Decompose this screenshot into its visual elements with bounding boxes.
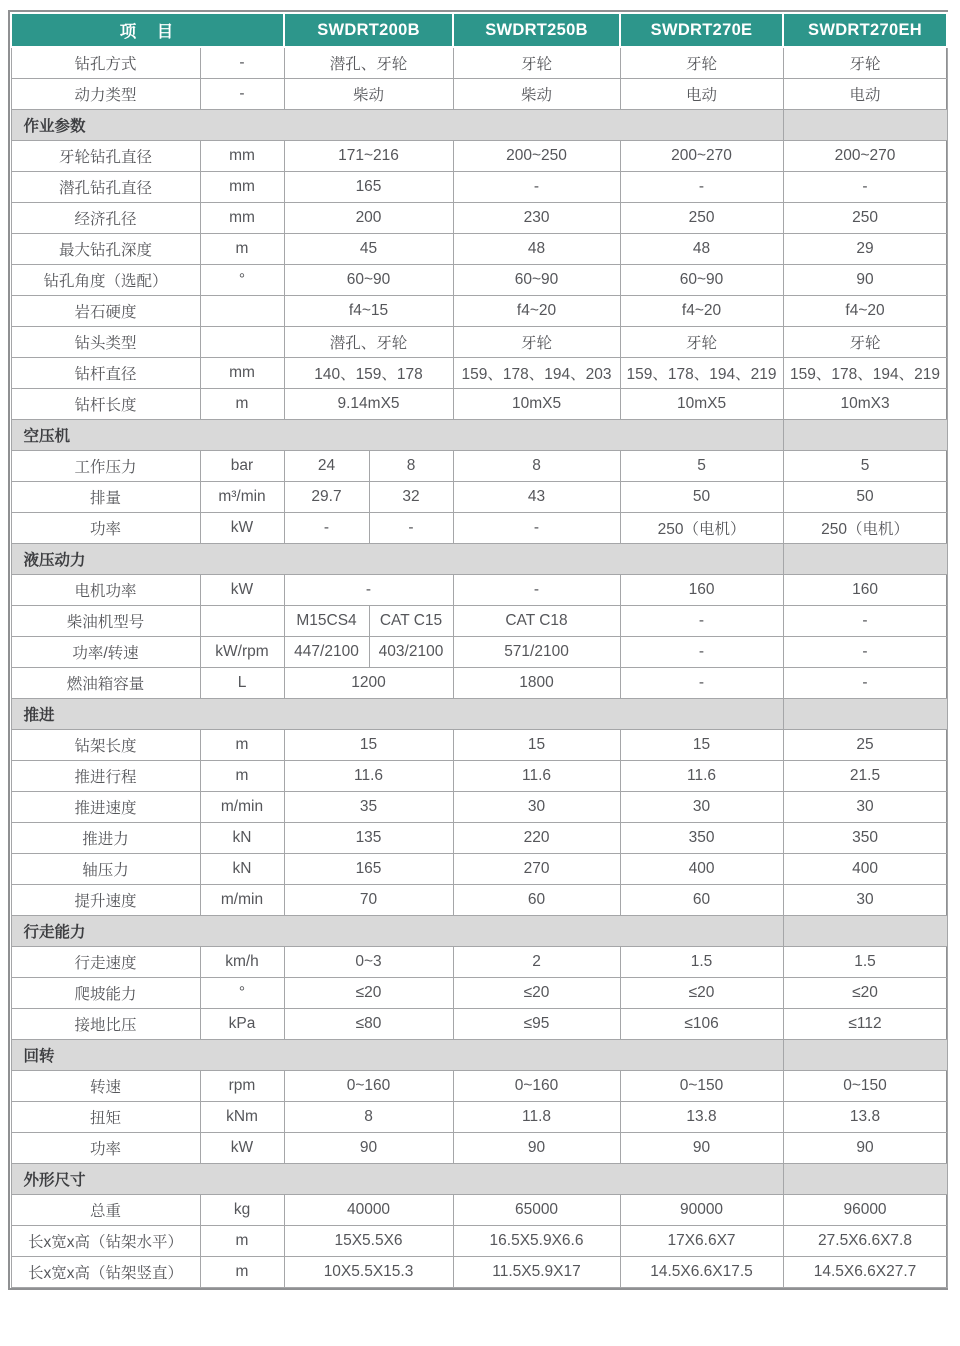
value-cell: ≤80: [284, 1009, 453, 1040]
section-row: [11, 1164, 947, 1195]
section-header-spacer: [783, 1164, 947, 1195]
table-row: [11, 606, 947, 637]
value-cell: 200~250: [453, 141, 620, 172]
section-header-spacer: [783, 544, 947, 575]
unit-cell: mm: [200, 141, 284, 172]
row-label: 牙轮钻孔直径: [11, 141, 200, 172]
value-cell: 11.6: [453, 761, 620, 792]
unit-cell: m³/min: [200, 482, 284, 513]
row-label: 钻杆直径: [11, 358, 200, 389]
table-row: [11, 1195, 947, 1226]
table-row: [11, 1226, 947, 1257]
value-cell: 159、178、194、219: [620, 358, 783, 389]
value-cell: 165: [284, 854, 453, 885]
value-cell: 90: [783, 1133, 947, 1164]
table-row: [11, 358, 947, 389]
row-label: 扭矩: [11, 1102, 200, 1133]
section-row: [11, 699, 947, 730]
value-cell: 牙轮: [453, 327, 620, 358]
unit-cell: m: [200, 1257, 284, 1288]
row-label: 推进行程: [11, 761, 200, 792]
value-cell: 250（电机）: [783, 513, 947, 544]
unit-cell: kW: [200, 575, 284, 606]
row-label: 经济孔径: [11, 203, 200, 234]
value-cell: 15: [284, 730, 453, 761]
unit-cell: m: [200, 1226, 284, 1257]
unit-cell: m/min: [200, 792, 284, 823]
value-cell: 0~160: [453, 1071, 620, 1102]
value-cell: -: [783, 606, 947, 637]
spec-table: [10, 12, 948, 1288]
section-header-spacer: [783, 916, 947, 947]
value-cell: 14.5X6.6X27.7: [783, 1257, 947, 1288]
unit-cell: °: [200, 265, 284, 296]
value-cell: 60: [453, 885, 620, 916]
value-cell: 571/2100: [453, 637, 620, 668]
value-cell: 16.5X5.9X6.6: [453, 1226, 620, 1257]
value-cell: 447/2100: [284, 637, 369, 668]
table-row: [11, 172, 947, 203]
unit-cell: kW: [200, 1133, 284, 1164]
value-cell: 30: [783, 792, 947, 823]
value-cell: 11.6: [620, 761, 783, 792]
value-cell: f4~15: [284, 296, 453, 327]
row-label: 岩石硬度: [11, 296, 200, 327]
unit-cell: rpm: [200, 1071, 284, 1102]
section-header: 行走能力: [11, 916, 783, 947]
section-header: 作业参数: [11, 110, 783, 141]
table-row: [11, 978, 947, 1009]
row-label: 功率/转速: [11, 637, 200, 668]
value-cell: 200: [284, 203, 453, 234]
value-cell: 165: [284, 172, 453, 203]
row-label: 钻杆长度: [11, 389, 200, 420]
value-cell: 10X5.5X15.3: [284, 1257, 453, 1288]
value-cell: 403/2100: [369, 637, 453, 668]
row-label: 转速: [11, 1071, 200, 1102]
value-cell: 48: [620, 234, 783, 265]
value-cell: 5: [620, 451, 783, 482]
value-cell: f4~20: [620, 296, 783, 327]
value-cell: -: [453, 575, 620, 606]
value-cell: ≤95: [453, 1009, 620, 1040]
unit-cell: kN: [200, 823, 284, 854]
value-cell: 200~270: [783, 141, 947, 172]
value-cell: 43: [453, 482, 620, 513]
row-label: 钻头类型: [11, 327, 200, 358]
unit-cell: m: [200, 389, 284, 420]
value-cell: -: [453, 513, 620, 544]
value-cell: 220: [453, 823, 620, 854]
value-cell: 15: [453, 730, 620, 761]
value-cell: 40000: [284, 1195, 453, 1226]
spec-table-frame: [8, 10, 948, 1290]
value-cell: 1.5: [783, 947, 947, 978]
value-cell: 30: [453, 792, 620, 823]
value-cell: -: [284, 575, 453, 606]
value-cell: 135: [284, 823, 453, 854]
value-cell: 13.8: [620, 1102, 783, 1133]
value-cell: 400: [783, 854, 947, 885]
table-row: [11, 730, 947, 761]
table-row: [11, 947, 947, 978]
unit-cell: m: [200, 761, 284, 792]
value-cell: 96000: [783, 1195, 947, 1226]
section-header: 推进: [11, 699, 783, 730]
value-cell: 柴动: [453, 79, 620, 110]
section-header-spacer: [783, 699, 947, 730]
unit-cell: -: [200, 47, 284, 79]
value-cell: 140、159、178: [284, 358, 453, 389]
table-row: [11, 79, 947, 110]
value-cell: CAT C18: [453, 606, 620, 637]
table-row: [11, 1009, 947, 1040]
table-row: [11, 575, 947, 606]
value-cell: -: [783, 172, 947, 203]
unit-cell: kW: [200, 513, 284, 544]
value-cell: 15X5.5X6: [284, 1226, 453, 1257]
header-row: [11, 13, 947, 47]
value-cell: ≤20: [783, 978, 947, 1009]
value-cell: 电动: [783, 79, 947, 110]
value-cell: -: [620, 668, 783, 699]
value-cell: 60~90: [284, 265, 453, 296]
value-cell: 牙轮: [783, 327, 947, 358]
row-label: 提升速度: [11, 885, 200, 916]
model-column-header-swdrt200b: SWDRT200B: [284, 13, 453, 47]
row-label: 柴油机型号: [11, 606, 200, 637]
value-cell: 30: [783, 885, 947, 916]
table-row: [11, 451, 947, 482]
value-cell: 25: [783, 730, 947, 761]
value-cell: ≤20: [620, 978, 783, 1009]
table-row: [11, 854, 947, 885]
value-cell: 35: [284, 792, 453, 823]
unit-cell: [200, 327, 284, 358]
value-cell: 90000: [620, 1195, 783, 1226]
value-cell: 1200: [284, 668, 453, 699]
value-cell: 17X6.6X7: [620, 1226, 783, 1257]
unit-cell: °: [200, 978, 284, 1009]
value-cell: ≤20: [453, 978, 620, 1009]
value-cell: 0~150: [620, 1071, 783, 1102]
value-cell: 0~160: [284, 1071, 453, 1102]
unit-cell: [200, 296, 284, 327]
value-cell: 电动: [620, 79, 783, 110]
section-header-spacer: [783, 110, 947, 141]
table-row: [11, 482, 947, 513]
value-cell: 1.5: [620, 947, 783, 978]
unit-cell: kPa: [200, 1009, 284, 1040]
section-header: 空压机: [11, 420, 783, 451]
unit-cell: mm: [200, 203, 284, 234]
table-row: [11, 792, 947, 823]
value-cell: 8: [284, 1102, 453, 1133]
value-cell: 1800: [453, 668, 620, 699]
value-cell: 牙轮: [620, 327, 783, 358]
value-cell: 45: [284, 234, 453, 265]
row-label: 推进速度: [11, 792, 200, 823]
model-column-header-swdrt250b: SWDRT250B: [453, 13, 620, 47]
unit-cell: kg: [200, 1195, 284, 1226]
value-cell: 29: [783, 234, 947, 265]
value-cell: M15CS4: [284, 606, 369, 637]
unit-cell: m: [200, 234, 284, 265]
spec-table-body: [11, 13, 947, 1288]
section-row: [11, 1040, 947, 1071]
value-cell: -: [620, 637, 783, 668]
section-row: [11, 110, 947, 141]
value-cell: -: [369, 513, 453, 544]
row-label: 工作压力: [11, 451, 200, 482]
value-cell: -: [453, 172, 620, 203]
value-cell: 159、178、194、203: [453, 358, 620, 389]
value-cell: 70: [284, 885, 453, 916]
value-cell: 14.5X6.6X17.5: [620, 1257, 783, 1288]
row-label: 长x宽x高（钻架竖直）: [11, 1257, 200, 1288]
value-cell: 160: [620, 575, 783, 606]
value-cell: 牙轮: [453, 47, 620, 79]
table-row: [11, 1257, 947, 1288]
section-header: 液压动力: [11, 544, 783, 575]
table-row: [11, 761, 947, 792]
table-row: [11, 885, 947, 916]
unit-cell: L: [200, 668, 284, 699]
value-cell: 90: [284, 1133, 453, 1164]
value-cell: 50: [783, 482, 947, 513]
value-cell: 24: [284, 451, 369, 482]
value-cell: 90: [453, 1133, 620, 1164]
row-label: 功率: [11, 1133, 200, 1164]
model-column-header-swdrt270eh: SWDRT270EH: [783, 13, 947, 47]
value-cell: -: [284, 513, 369, 544]
row-label: 钻孔方式: [11, 47, 200, 79]
value-cell: 250: [783, 203, 947, 234]
value-cell: 10mX3: [783, 389, 947, 420]
value-cell: 29.7: [284, 482, 369, 513]
unit-cell: m: [200, 730, 284, 761]
value-cell: 90: [783, 265, 947, 296]
value-cell: 牙轮: [783, 47, 947, 79]
value-cell: 9.14mX5: [284, 389, 453, 420]
value-cell: 160: [783, 575, 947, 606]
table-row: [11, 637, 947, 668]
table-row: [11, 327, 947, 358]
value-cell: -: [783, 668, 947, 699]
section-header: 回转: [11, 1040, 783, 1071]
model-column-header-swdrt270e: SWDRT270E: [620, 13, 783, 47]
value-cell: f4~20: [453, 296, 620, 327]
items-column-header: 项 目: [11, 13, 284, 47]
row-label: 燃油箱容量: [11, 668, 200, 699]
value-cell: 90: [620, 1133, 783, 1164]
value-cell: 11.8: [453, 1102, 620, 1133]
value-cell: 11.5X5.9X17: [453, 1257, 620, 1288]
unit-cell: mm: [200, 172, 284, 203]
value-cell: 30: [620, 792, 783, 823]
row-label: 钻架长度: [11, 730, 200, 761]
row-label: 电机功率: [11, 575, 200, 606]
value-cell: 270: [453, 854, 620, 885]
unit-cell: m/min: [200, 885, 284, 916]
value-cell: 200~270: [620, 141, 783, 172]
value-cell: 32: [369, 482, 453, 513]
value-cell: 50: [620, 482, 783, 513]
value-cell: 10mX5: [620, 389, 783, 420]
value-cell: 250（电机）: [620, 513, 783, 544]
table-row: [11, 823, 947, 854]
table-row: [11, 1133, 947, 1164]
section-row: [11, 916, 947, 947]
value-cell: -: [620, 172, 783, 203]
value-cell: -: [783, 637, 947, 668]
row-label: 接地比压: [11, 1009, 200, 1040]
value-cell: 60: [620, 885, 783, 916]
value-cell: f4~20: [783, 296, 947, 327]
row-label: 排量: [11, 482, 200, 513]
value-cell: -: [620, 606, 783, 637]
value-cell: ≤112: [783, 1009, 947, 1040]
value-cell: 8: [453, 451, 620, 482]
unit-cell: [200, 606, 284, 637]
value-cell: 0~3: [284, 947, 453, 978]
row-label: 爬坡能力: [11, 978, 200, 1009]
value-cell: 潜孔、牙轮: [284, 47, 453, 79]
value-cell: 60~90: [453, 265, 620, 296]
unit-cell: kN: [200, 854, 284, 885]
table-row: [11, 296, 947, 327]
value-cell: 27.5X6.6X7.8: [783, 1226, 947, 1257]
value-cell: 65000: [453, 1195, 620, 1226]
value-cell: 13.8: [783, 1102, 947, 1133]
row-label: 最大钻孔深度: [11, 234, 200, 265]
value-cell: 15: [620, 730, 783, 761]
value-cell: 10mX5: [453, 389, 620, 420]
section-row: [11, 420, 947, 451]
table-row: [11, 1102, 947, 1133]
table-row: [11, 141, 947, 172]
row-label: 推进力: [11, 823, 200, 854]
row-label: 钻孔角度（选配）: [11, 265, 200, 296]
table-row: [11, 1071, 947, 1102]
value-cell: 159、178、194、219: [783, 358, 947, 389]
row-label: 动力类型: [11, 79, 200, 110]
unit-cell: bar: [200, 451, 284, 482]
value-cell: 171~216: [284, 141, 453, 172]
unit-cell: kNm: [200, 1102, 284, 1133]
value-cell: 48: [453, 234, 620, 265]
section-header-spacer: [783, 1040, 947, 1071]
row-label: 潜孔钻孔直径: [11, 172, 200, 203]
unit-cell: -: [200, 79, 284, 110]
value-cell: 5: [783, 451, 947, 482]
value-cell: 牙轮: [620, 47, 783, 79]
table-row: [11, 203, 947, 234]
table-row: [11, 47, 947, 79]
value-cell: 400: [620, 854, 783, 885]
value-cell: ≤20: [284, 978, 453, 1009]
section-header-spacer: [783, 420, 947, 451]
value-cell: 柴动: [284, 79, 453, 110]
unit-cell: kW/rpm: [200, 637, 284, 668]
row-label: 长x宽x高（钻架水平）: [11, 1226, 200, 1257]
value-cell: 21.5: [783, 761, 947, 792]
table-row: [11, 513, 947, 544]
value-cell: 8: [369, 451, 453, 482]
value-cell: CAT C15: [369, 606, 453, 637]
unit-cell: km/h: [200, 947, 284, 978]
value-cell: 潜孔、牙轮: [284, 327, 453, 358]
value-cell: 230: [453, 203, 620, 234]
section-header: 外形尺寸: [11, 1164, 783, 1195]
value-cell: 250: [620, 203, 783, 234]
value-cell: ≤106: [620, 1009, 783, 1040]
table-row: [11, 389, 947, 420]
row-label: 功率: [11, 513, 200, 544]
unit-cell: mm: [200, 358, 284, 389]
value-cell: 11.6: [284, 761, 453, 792]
row-label: 行走速度: [11, 947, 200, 978]
value-cell: 2: [453, 947, 620, 978]
section-row: [11, 544, 947, 575]
value-cell: 0~150: [783, 1071, 947, 1102]
table-row: [11, 234, 947, 265]
value-cell: 350: [783, 823, 947, 854]
row-label: 轴压力: [11, 854, 200, 885]
table-row: [11, 265, 947, 296]
value-cell: 60~90: [620, 265, 783, 296]
value-cell: 350: [620, 823, 783, 854]
row-label: 总重: [11, 1195, 200, 1226]
table-row: [11, 668, 947, 699]
